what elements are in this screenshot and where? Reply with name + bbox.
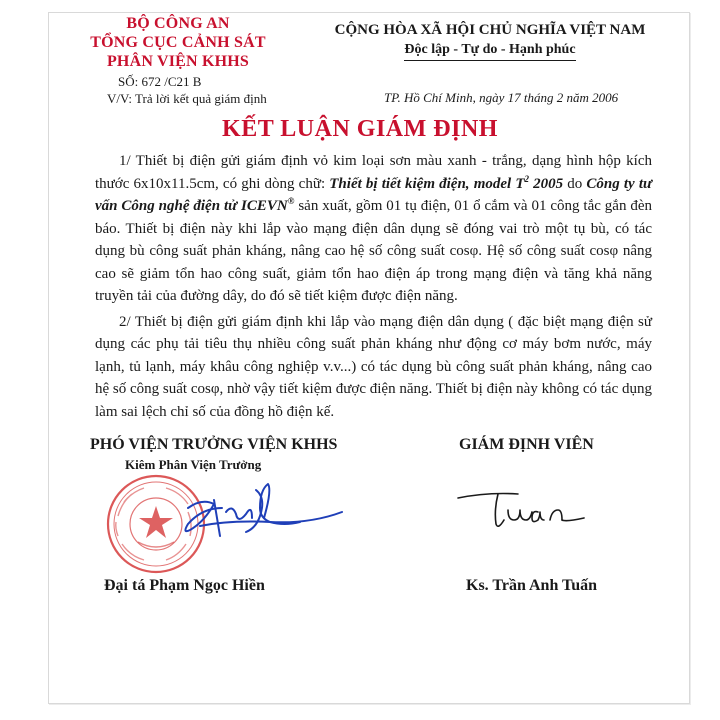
signature-left bbox=[160, 478, 350, 548]
national-header bbox=[320, 20, 660, 61]
signer-right-name: Ks. Trần Anh Tuấn bbox=[466, 577, 598, 594]
document-number: SỐ: 672 /C21 B bbox=[118, 74, 202, 89]
issuer-header bbox=[63, 14, 293, 107]
issuer-institute: PHÂN VIỆN KHHS bbox=[106, 53, 250, 70]
national-motto: Độc lập - Tự do - Hạnh phúc bbox=[404, 40, 575, 61]
paragraph-1: 1/ Thiết bị điện gửi giám định vỏ kim loại sơn màu xanh - trắng, dạng hình hộp kích thước 6x10x11.5cm, có ghi dòng chữ: Thiết bị tiết kiệm điện, model $T^2$ 2005 do Công ty tư vấn Công nghệ điện tử ICEVN® sản xuất, gồm 01 tụ điện, 01 ổ cắm và 01 công tắc gắn đèn báo. Thiết bị điện này khi lắp vào mạng điện dân dụng sẽ đóng vai trò một tụ bù, có tác dụng bù công suất phản kháng, nâng cao hệ số công suất cosφ. Hệ số công suất cosφ nâng cao sẽ giảm tổn hao công suất, giảm tổn hao điện áp trong mạng điện và tăng khả năng truyền tải của đường dây, do đó sẽ tiết kiệm được điện năng. bbox=[95, 153, 653, 304]
nation-name: CỘNG HÒA XÃ HỘI CHỦ NGHĨA VIỆT NAM bbox=[334, 22, 646, 38]
paragraph-2: 2/ Thiết bị điện gửi giám định khi lắp vào mạng điện dân dụng ( đặc biệt mạng điện sử dụng các phụ tải tiêu thụ nhiều công suất phản kháng như động cơ máy bơm nước, máy lạnh, tủ lạnh, máy khâu công nghiệp v.v...) có tác dụng bù công suất phản kháng, nâng cao hệ số công suất cosφ, nhờ vậy tiết kiệm được điện năng. Thiết bị điện này không có tác dụng làm sai lệch chỉ số của đồng hồ điện kế. bbox=[95, 313, 652, 420]
issuer-ministry: BỘ CÔNG AN bbox=[126, 15, 230, 32]
document-subject: V/V: Trả lời kết quả giám định bbox=[107, 91, 267, 106]
issuer-department: TỔNG CỤC CẢNH SÁT bbox=[90, 34, 266, 51]
signer-right-title: GIÁM ĐỊNH VIÊN bbox=[459, 436, 594, 453]
signer-left-title: PHÓ VIỆN TRƯỞNG VIỆN KHHS bbox=[90, 436, 338, 453]
document-title: KẾT LUẬN GIÁM ĐỊNH bbox=[222, 116, 498, 142]
document-date: TP. Hồ Chí Minh, ngày 17 tháng 2 năm 2006 bbox=[384, 90, 619, 105]
signature-right bbox=[452, 480, 602, 540]
signer-left-name: Đại tá Phạm Ngọc Hiền bbox=[104, 577, 265, 594]
document-body bbox=[95, 150, 652, 423]
signer-left-subtitle: Kiêm Phân Viện Trưởng bbox=[125, 457, 262, 472]
